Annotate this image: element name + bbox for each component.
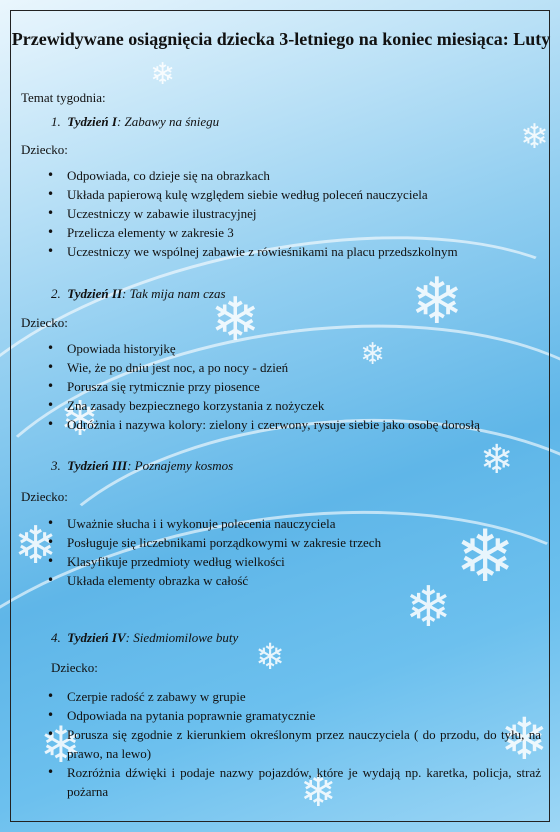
snowflake-icon: ❄ [360, 337, 386, 372]
list-item: • Układa elementy obrazka w całość [41, 571, 541, 590]
list-item: • Uczestniczy we wspólnej zabawie z rówieśnikami na placu przedszkolnym [41, 242, 541, 261]
list-item: • Porusza się zgodnie z kierunkiem określonym przez nauczyciela ( do przodu, do tyłu, na prawo, na lewo) [41, 725, 541, 763]
achievement-list [41, 514, 541, 598]
snowflake-icon: ❄ [520, 117, 549, 157]
list-item: • Zna zasady bezpiecznego korzystania z nożyczek [41, 396, 541, 415]
snowflake-icon: ❄ [480, 437, 514, 483]
list-item: • Wie, że po dniu jest noc, a po nocy - dzień [41, 358, 541, 377]
snowflake-icon: ❄ [40, 716, 82, 774]
snowflake-icon: ❄ [60, 391, 101, 447]
list-item: • Uważnie słucha i i wykonuje polecenia nauczyciela [41, 514, 541, 533]
child-label: Dziecko: [21, 142, 68, 157]
week-heading: 4. Tydzień IV: Siedmiomilowe buty [51, 630, 239, 645]
list-item: • Klasyfikuje przedmioty według wielkości [41, 552, 541, 571]
snowflake-icon: ❄ [300, 766, 337, 817]
week-heading: 3. Tydzień III: Poznajemy kosmos [51, 458, 234, 473]
child-label: Dziecko: [21, 489, 68, 504]
snowflake-icon: ❄ [455, 514, 516, 598]
list-item: • Czerpie radość z zabawy w grupie [41, 687, 541, 706]
list-item: • Uczestniczy w zabawie ilustracyjnej [41, 204, 541, 223]
topic-label: Temat tygodnia: [21, 90, 106, 105]
list-item: • Porusza się rytmicznie przy piosence [41, 377, 541, 396]
page-title: Przewidywane osiągnięcia dziecka 3-letniego na koniec miesiąca: Luty [11, 29, 551, 49]
achievement-list [41, 166, 541, 261]
snowflake-icon: ❄ [210, 285, 261, 355]
snowflake-icon: ❄ [405, 575, 452, 640]
snowflake-icon: ❄ [150, 57, 176, 92]
list-item: • Rozróżnia dźwięki i podaje nazwy pojazdów, które je wydają np. karetka, policja, straż pożarna [41, 763, 541, 801]
list-item: • Posługuje się liczebnikami porządkowymi w zakresie trzech [41, 533, 541, 552]
snowflake-icon: ❄ [255, 637, 286, 678]
list-item: • Układa papierową kulę względem siebie według poleceń nauczyciela [41, 185, 541, 204]
snowflake-icon: ❄ [410, 265, 464, 339]
achievement-list [41, 339, 541, 434]
document-page [10, 10, 550, 822]
snowflake-icon: ❄ [14, 516, 58, 576]
list-item: • Przelicza elementy w zakresie 3 [41, 223, 541, 242]
week-heading: 1. Tydzień I: Zabawy na śniegu [51, 114, 220, 129]
list-item: • Opowiada historyjkę [41, 339, 541, 358]
list-item: • Odpowiada na pytania poprawnie gramatycznie [41, 706, 541, 725]
list-item: • Odpowiada, co dzieje się na obrazkach [41, 166, 541, 185]
snowflake-icon: ❄ [500, 705, 549, 773]
week-heading: 2. Tydzień II: Tak mija nam czas [51, 286, 226, 301]
child-label: Dziecko: [21, 315, 68, 330]
achievement-list [41, 687, 541, 801]
child-label: Dziecko: [51, 660, 98, 675]
list-item: • Odróżnia i nazywa kolory: zielony i czerwony, rysuje siebie jako osobę dorosłą [41, 415, 541, 434]
